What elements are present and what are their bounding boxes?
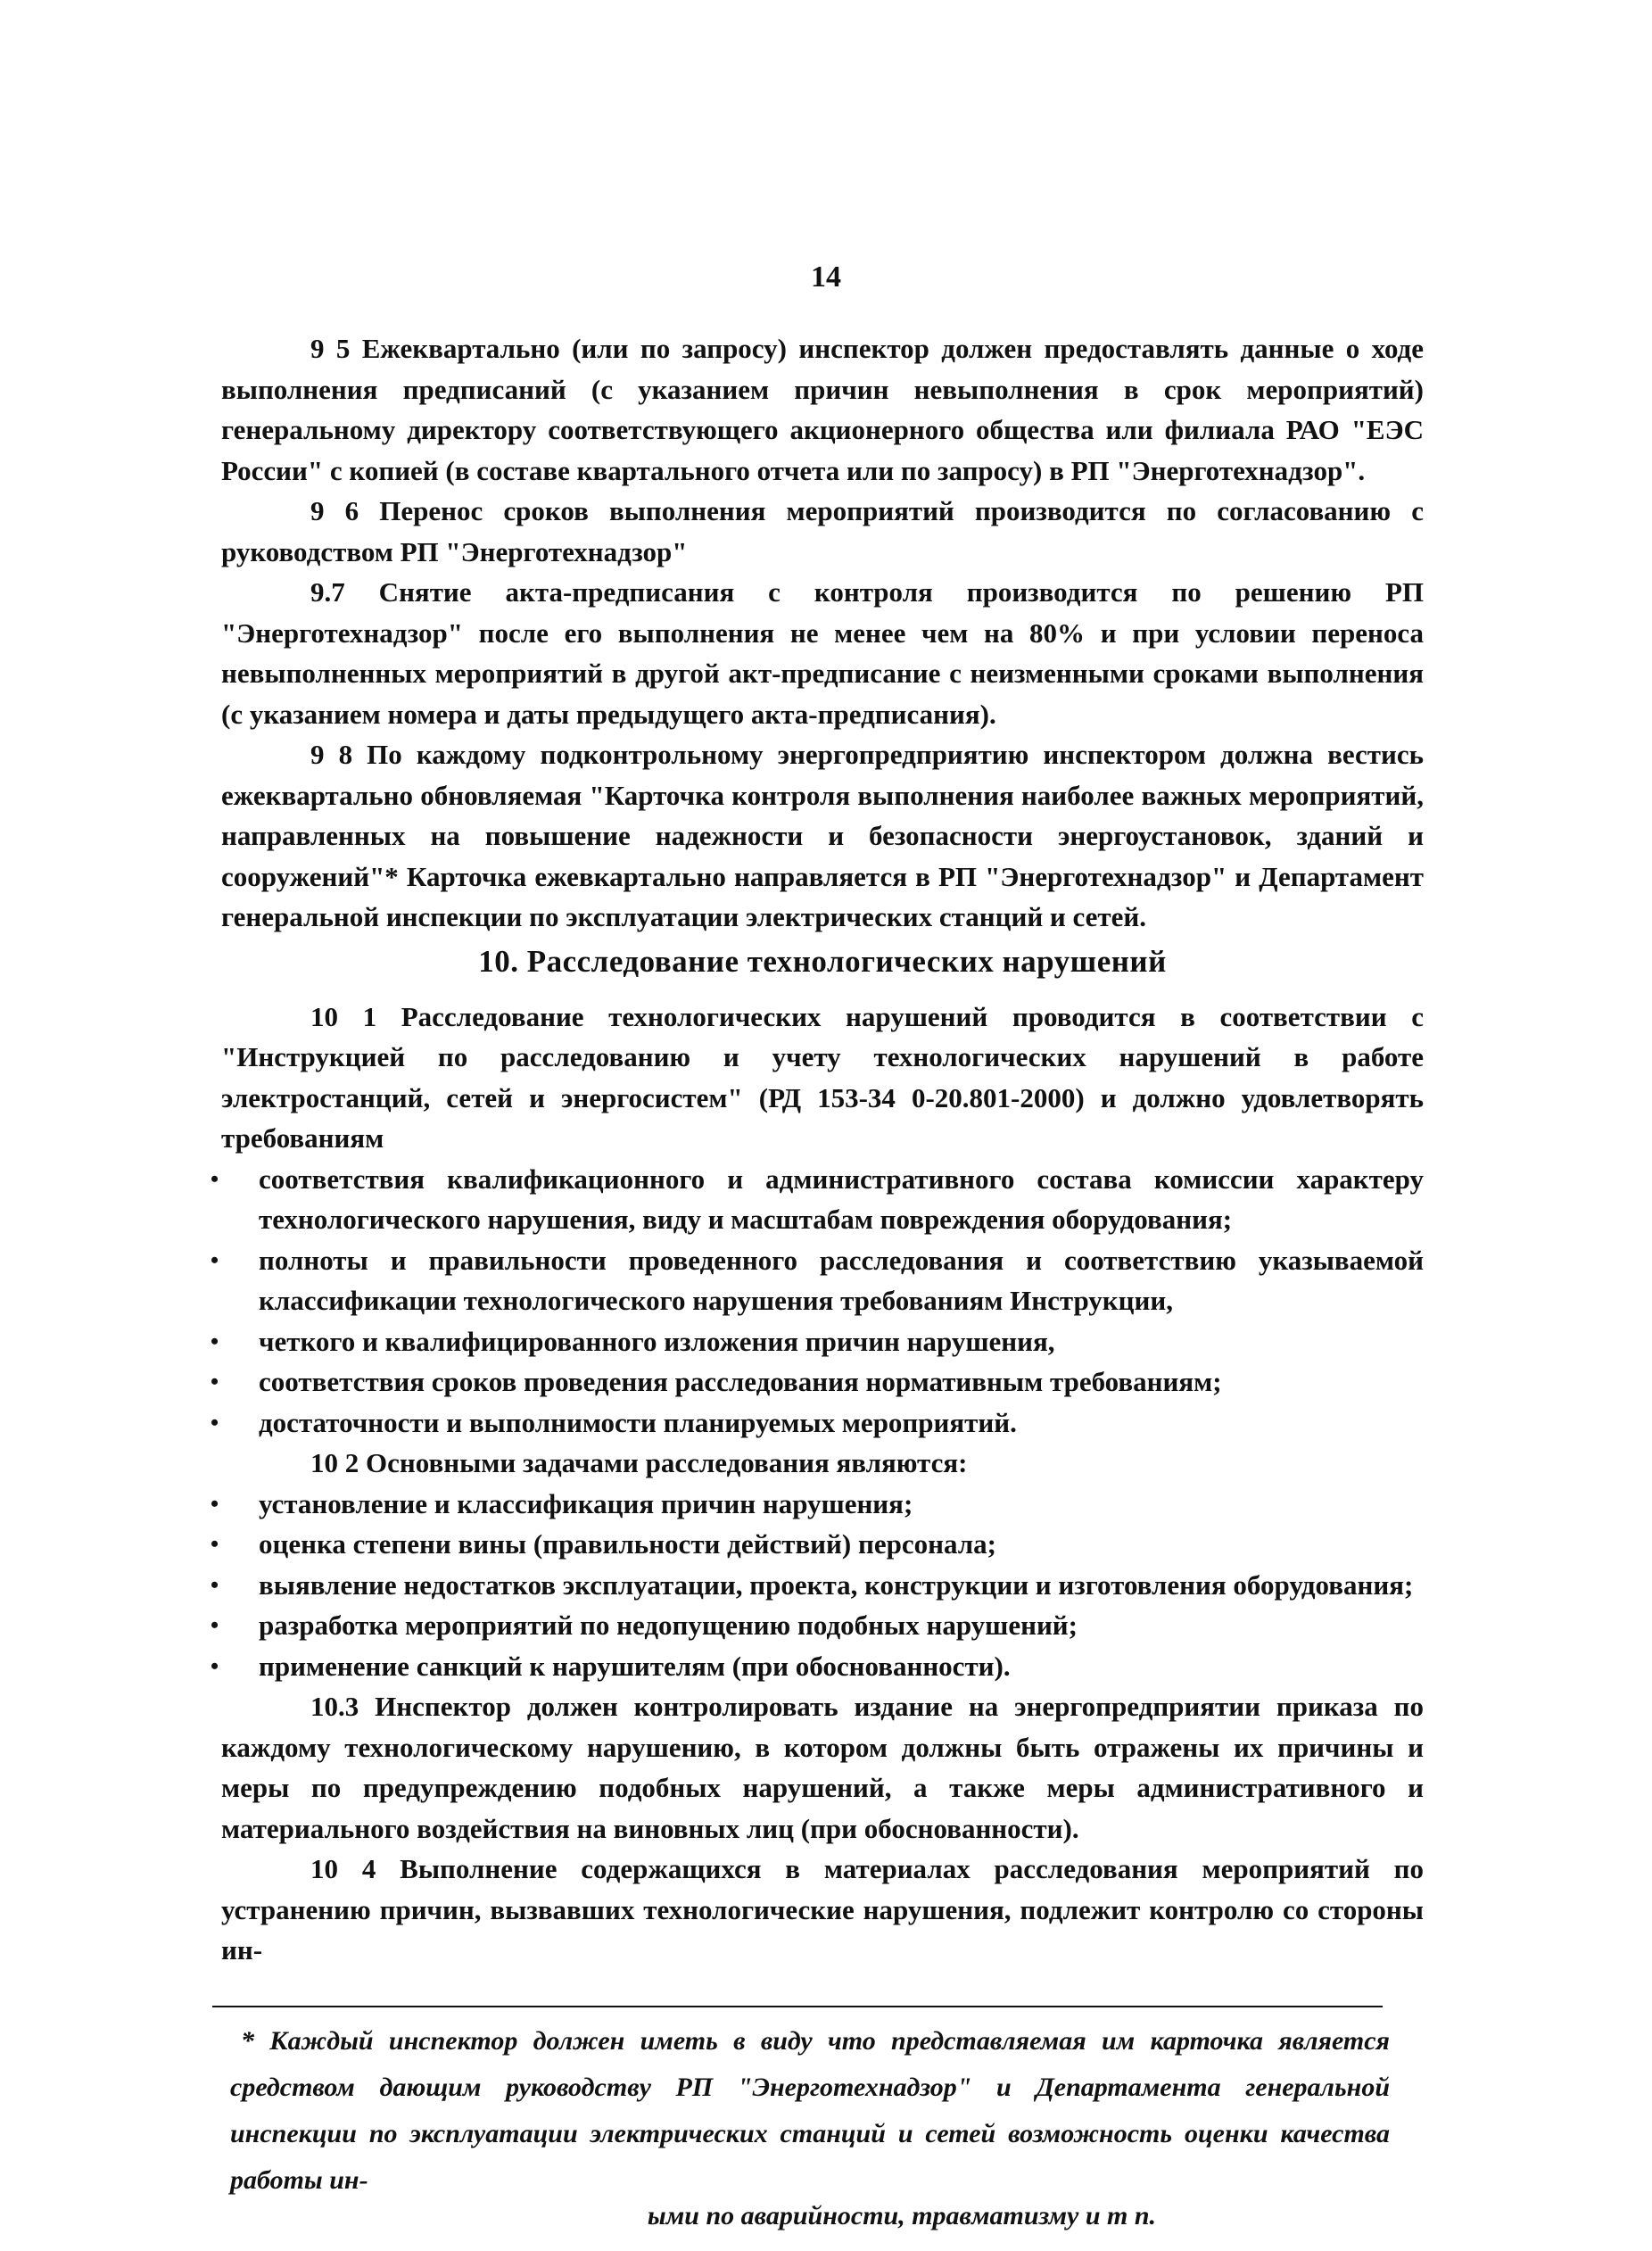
bullet-icon: • (211, 1165, 219, 1192)
list-item (211, 1605, 1424, 1646)
list-item-text: полноты и правильности проведенного расследования и соответствию указываемой классификации технологического нарушения требованиям Инструкции, (259, 1244, 1424, 1316)
section-title-10: 10. Расследование технологических нарушений (478, 943, 1167, 979)
list-item (211, 1403, 1424, 1444)
list-item-text: соответствия сроков проведения расследования нормативным требованиям; (259, 1366, 1222, 1397)
tasks-list (211, 1484, 1424, 1687)
bullet-icon: • (211, 1409, 219, 1436)
list-item-text: установление и классификация причин нарушения; (259, 1487, 913, 1519)
footnote: * Каждый инспектор должен иметь в виду что представляемая им карточка является средством дающим руководству РП "Энерготехнадзор" и Департамента генеральной инспекции по эксплуатации электрических станций и сетей возможность оценки качества работы ин- (230, 2026, 1390, 2195)
bullet-icon: • (211, 1490, 219, 1517)
list-item-text: применение санкций к нарушителям (при обоснованности). (259, 1650, 1011, 1682)
paragraph-9-6: 9 6 Перенос сроков выполнения мероприятий производится по согласованию с руководством РП "Энерготехнадзор" (221, 495, 1424, 567)
list-item (211, 1321, 1424, 1362)
list-item-text: выявление недостатков эксплуатации, проекта, конструкции и изготовления оборудования; (259, 1568, 1414, 1601)
paragraph-10-4: 10 4 Выполнение содержащихся в материалах расследования мероприятий по устранению причин, вызвавших технологические нарушения, подлежит контролю со стороны ин- (221, 1853, 1424, 1965)
list-item (211, 1361, 1424, 1403)
bullet-icon: • (211, 1369, 219, 1394)
requirements-list (211, 1159, 1424, 1444)
page-number: 14 (811, 261, 841, 294)
list-item-text: достаточности и выполнимости планируемых мероприятий. (259, 1406, 1017, 1438)
body-text (211, 328, 1424, 1971)
footnote-last-line: ыми по аварийности, травматизму и т п. (647, 2201, 1157, 2230)
footnote-divider (212, 2006, 1383, 2007)
list-item (211, 1524, 1424, 1565)
paragraph-10-3: 10.3 Инспектор должен контролировать издание на энергопредприятии приказа по каждому технологическому нарушению, в котором должны быть отражены их причины и меры по предупреждению подобных нарушений, а также меры административного и материального воздействия на виновных лиц (при обоснованности). (221, 1691, 1424, 1844)
paragraph-10-1: 10 1 Расследование технологических нарушений проводится в соответствии с "Инструкцией по расследованию и учету технологических нарушений в работе электростанций, сетей и энергосистем" (РД 153-34 0-20.801-2000) и должно удовлетворять требованиям (221, 1000, 1424, 1154)
bullet-icon: • (211, 1652, 219, 1679)
list-item-text: соответствия квалификационного и административного состава комиссии характеру технологического нарушения, виду и масштабам повреждения оборудования; (259, 1163, 1424, 1235)
bullet-icon: • (211, 1246, 219, 1273)
paragraph-10-2: 10 2 Основными задачами расследования являются: (310, 1447, 968, 1478)
list-item (211, 1484, 1424, 1525)
bullet-icon: • (211, 1328, 219, 1354)
paragraph-9-5: 9 5 Ежеквартально (или по запросу) инспектор должен предоставлять данные о ходе выполнения предписаний (с указанием причин невыполнения в срок мероприятий) генеральному директору соответствующего акционерного общества или филиала РАО "ЕЭС России" с копией (в составе квартального отчета или по запросу) в РП "Энерготехнадзор". (221, 333, 1424, 486)
bullet-icon: • (211, 1612, 219, 1638)
paragraph-9-7: 9.7 Снятие акта-предписания с контроля производится по решению РП "Энерготехнадзор" после его выполнения не менее чем на 80% и при условии переноса невыполненных мероприятий в другой акт-предписание с неизменными сроками выполнения (с указанием номера и даты предыдущего акта-предписания). (221, 576, 1424, 730)
paragraph-9-8: 9 8 По каждому подконтрольному энергопредприятию инспектором должна вестись ежеквартально обновляемая "Карточка контроля выполнения наиболее важных мероприятий, направленных на повышение надежности и безопасности энергоустановок, зданий и сооружений"* Карточка ежевкартально направляется в РП "Энерготехнадзор" и Департамент генеральной инспекции по эксплуатации электрических станций и сетей. (221, 739, 1424, 932)
list-item-text: оценка степени вины (правильности действий) персонала; (259, 1528, 996, 1560)
list-item-text: разработка мероприятий по недопущению подобных нарушений; (259, 1610, 1078, 1641)
bullet-icon: • (211, 1531, 219, 1557)
list-item (211, 1159, 1424, 1240)
list-item (211, 1646, 1424, 1687)
list-item (211, 1240, 1424, 1321)
list-item-text: четкого и квалифицированного изложения причин нарушения, (259, 1325, 1055, 1357)
bullet-icon: • (211, 1571, 219, 1598)
list-item (211, 1565, 1424, 1606)
